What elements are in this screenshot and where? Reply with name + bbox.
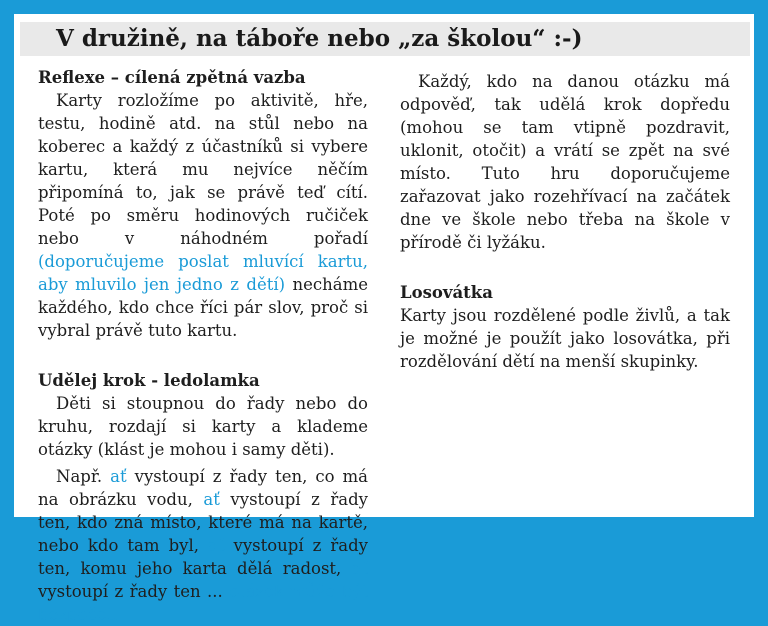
krok-text-e: vystoupí z řady ten, kdo zná místo, které má na kartě, nebo kdo tam byl,	[38, 490, 368, 555]
krok-text-i: vystoupí z řady ten ...	[38, 582, 230, 601]
krok-paragraph-3: Každý, kdo na danou otázku má odpověď, tak udělá krok dopředu (mohou se tam vtipně pozdravit, uklonit, otočit) a vrátí se zpět na své místo. Tuto hru doporučujeme zařazovat jako rozehřívací na začátek dne ve škole nebo třeba na škole v přírodě či lyžáku.	[400, 72, 730, 252]
page-title: V družině, na táboře nebo „za školou“ :-)	[56, 25, 583, 52]
reflexe-paragraph	[38, 89, 368, 342]
krok-text-g: vystoupí z řady ten, komu jeho karta dělá radost,	[38, 536, 368, 578]
losovatka-heading: Losovátka	[400, 283, 493, 302]
krok-paragraph-1: Děti si stoupnou do řady nebo do kruhu, rozdají si karty a klademe otázky (klást je mohou i samy děti).	[38, 394, 368, 459]
reflexe-text-1: Karty rozložíme po aktivitě, hře, testu, hodině atd. na stůl nebo na koberec a každý z účastníků si vybere kartu, která mu nejvíce něčím připomíná to, jak se právě teď cítí. Poté po směru hodinových ručiček nebo v náhodném pořadí	[38, 91, 368, 248]
krok-heading: Udělej krok - ledolamka	[38, 371, 260, 390]
content-card	[14, 14, 754, 624]
krok-tip: otázek může být bezpočet.	[38, 582, 368, 624]
krok-text-a: Např.	[56, 467, 111, 486]
krok-at-4: ať	[351, 559, 368, 578]
reflexe-tip: (doporučujeme poslat mluvící kartu, aby mluvilo jen jedno z dětí)	[38, 252, 368, 294]
krok-text-c: vystoupí z řady ten, co má na obrázku vodu,	[38, 467, 368, 509]
losovatka-paragraph: Karty jsou rozdělené podle živlů, a tak je možné je použít jako losovátka, při rozdělování dětí na menší skupinky.	[400, 306, 730, 371]
reflexe-text-2: necháme každého, kdo chce říci pár slov, proč si vybral právě tuto kartu.	[38, 275, 368, 340]
krok-at-2: ať	[203, 490, 220, 509]
krok-at-3: ať	[208, 536, 225, 555]
krok-at-1: ať	[110, 467, 127, 486]
reflexe-heading: Reflexe – cílená zpětná vazba	[38, 68, 306, 87]
right-column	[400, 66, 730, 373]
left-column	[38, 66, 368, 626]
title-bar	[20, 22, 750, 56]
krok-paragraph-2	[38, 465, 368, 626]
